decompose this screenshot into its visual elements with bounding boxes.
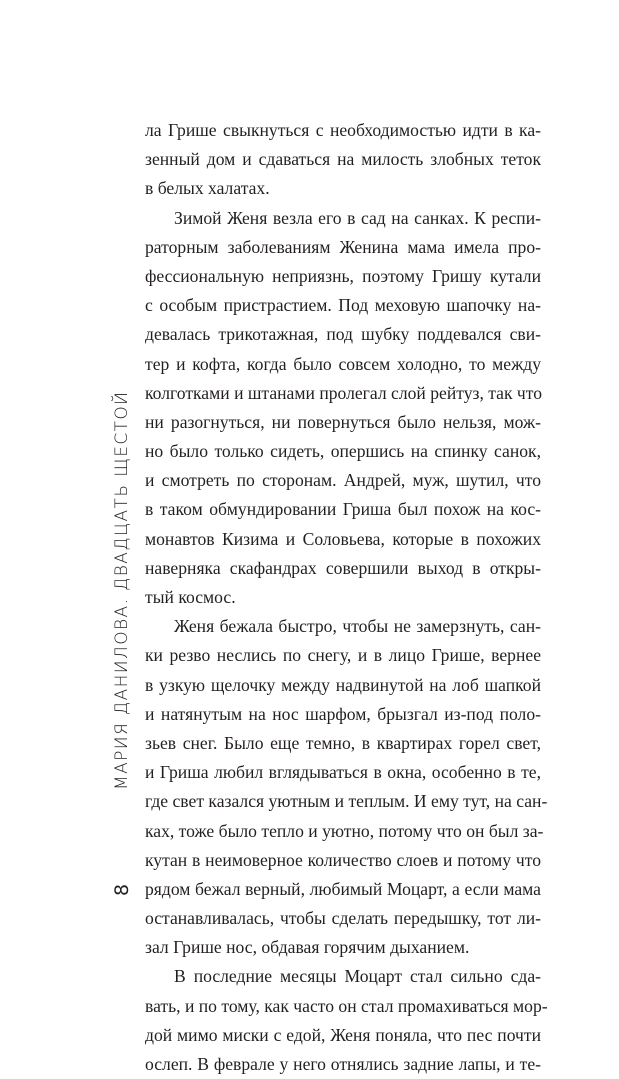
text-line: фессиональную неприязнь, поэтому Гришу кутали — [145, 265, 541, 286]
text-line: ни разогнуться, ни повернуться было нельзя, мож- — [145, 411, 541, 432]
text-line: дой мимо миски с едой, Женя поняла, что пес почти — [145, 1024, 541, 1045]
text-line: вать, и по тому, как часто он стал промахиваться мор- — [145, 995, 548, 1016]
body-text — [145, 116, 548, 1079]
text-line: зьев снег. Было еще темно, в квартирах горел свет, — [145, 732, 541, 753]
text-line: раторным заболеваниям Женина мама имела про- — [145, 236, 541, 257]
text-line: ках, тоже было тепло и уютно, потому что он был за- — [145, 820, 544, 841]
text-line: В последние месяцы Моцарт стал сильно сда- — [174, 966, 541, 987]
text-line: кутан в неимоверное количество слоев и потому что — [145, 849, 541, 870]
text-line: зенный дом и сдаваться на милость злобных теток — [145, 149, 541, 170]
page-number: 8 — [111, 883, 133, 896]
running-head: МАРИЯ ДАНИЛОВА. ДВАДЦАТЬ ЩЕСТОЙ — [112, 390, 132, 790]
text-line: зал Грише нос, обдавая горячим дыханием. — [145, 937, 470, 958]
text-line: тер и кофта, когда было совсем холодно, то между — [145, 353, 541, 374]
text-line: наверняка скафандрах совершили выход в откры- — [145, 557, 541, 578]
text-line: где свет казался уютным и теплым. И ему тут, на сан- — [145, 791, 548, 812]
text-line: монавтов Кизима и Соловьева, которые в похожих — [145, 528, 541, 549]
text-line: и смотреть по сторонам. Андрей, муж, шутил, что — [145, 470, 541, 491]
text-line: в таком обмундировании Гриша был похож на кос- — [145, 499, 541, 520]
text-line: в узкую щелочку между надвинутой на лоб шапкой — [145, 674, 541, 695]
text-line: колготками и штанами пролегал слой рейтуз, так что — [145, 382, 543, 403]
text-line: но было только сидеть, опершись на спинку санок, — [145, 441, 541, 462]
text-line: ки резво неслись по снегу, и в лицо Грише, вернее — [145, 645, 541, 666]
text-line: и натянутым на нос шарфом, брызгал из-под поло- — [145, 703, 541, 724]
text-line: девалась трикотажная, под шубку поддевался сви- — [145, 324, 541, 345]
text-line: тый космос. — [145, 587, 236, 607]
text-line: Зимой Женя везла его в сад на санках. К респи- — [174, 207, 541, 228]
text-line: с особым пристрастием. Под меховую шапочку на- — [145, 295, 541, 316]
text-line: и Гриша любил вглядываться в окна, особенно в те, — [145, 762, 541, 783]
text-line: рядом бежал верный, любимый Моцарт, а если мама — [145, 878, 541, 899]
text-line: останавливалась, чтобы сделать передышку, тот ли- — [145, 908, 541, 929]
text-line: ослеп. В феврале у него отнялись задние лапы, и те- — [145, 1054, 541, 1074]
text-line: Женя бежала быстро, чтобы не замерзнуть, сан- — [174, 616, 541, 637]
text-line: в белых халатах. — [145, 178, 270, 199]
text-line: ла Грише свыкнуться с необходимостью идти в ка- — [145, 120, 541, 140]
